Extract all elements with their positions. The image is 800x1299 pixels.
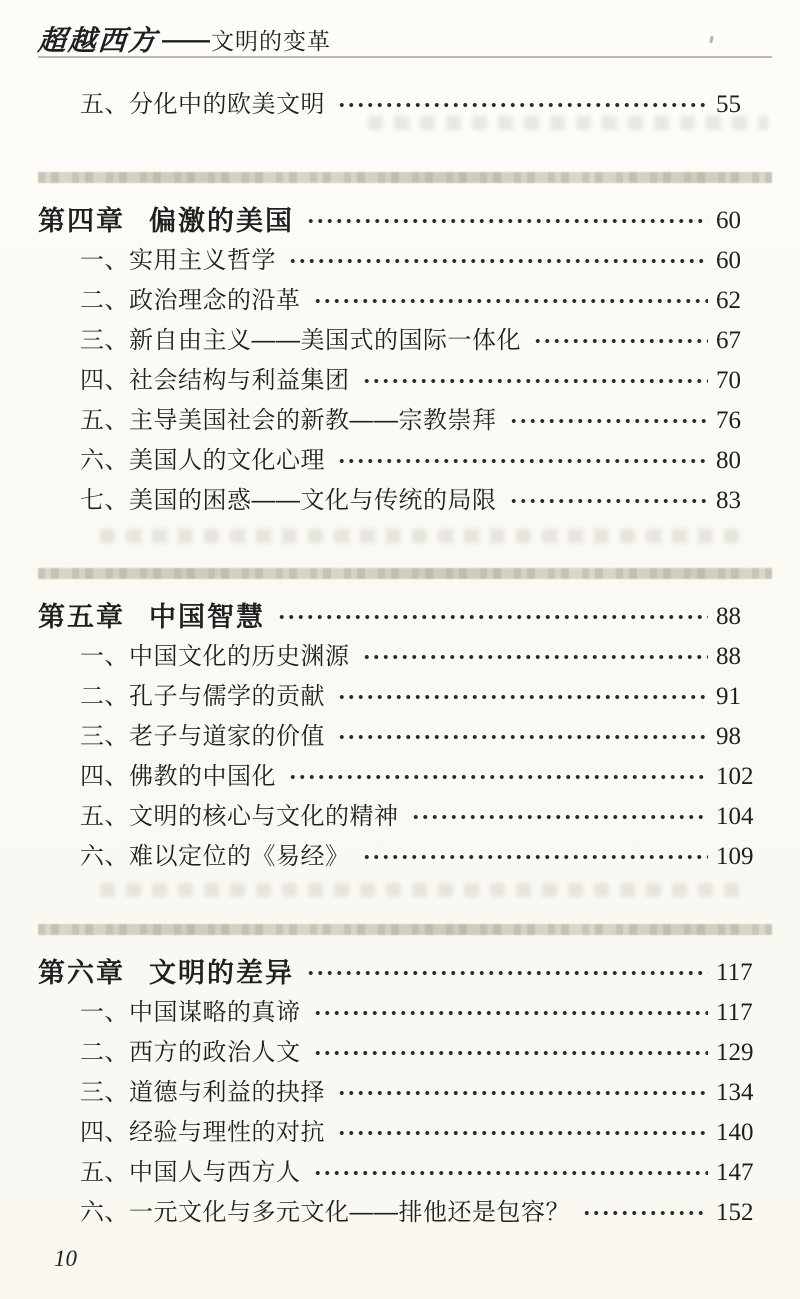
entry-label: 三、新自由主义——美国式的国际一体化 <box>80 327 521 354</box>
dot-leader <box>360 366 709 396</box>
section-divider-bar <box>38 172 772 183</box>
dot-leader <box>304 958 708 988</box>
entry-label: 七、美国的困惑——文化与传统的局限 <box>80 487 497 514</box>
dot-leader <box>335 722 708 752</box>
entry-page-number: 104 <box>716 803 754 830</box>
dot-leader <box>335 446 708 476</box>
chapter-number: 第六章 <box>38 958 125 988</box>
dot-leader <box>580 1198 708 1228</box>
section-divider-bar <box>38 924 772 935</box>
entry-page-number: 62 <box>716 287 741 314</box>
chapter-entry <box>38 602 772 632</box>
entry-page-number: 134 <box>716 1079 754 1106</box>
toc-entry <box>38 1118 772 1148</box>
chapter-name: 文明的差异 <box>149 958 294 988</box>
entry-label: 四、佛教的中国化 <box>80 763 276 790</box>
entry-page-number: 98 <box>716 723 741 750</box>
entry-page-number: 88 <box>716 643 741 670</box>
toc-entry <box>38 1078 772 1108</box>
toc-entry <box>38 486 772 516</box>
toc-entry <box>38 326 772 356</box>
dot-leader <box>311 998 709 1028</box>
entry-page-number: 83 <box>716 487 741 514</box>
toc-entry <box>38 406 772 436</box>
entry-label: 五、文明的核心与文化的精神 <box>80 803 399 830</box>
toc-entry <box>38 1198 772 1228</box>
dot-leader <box>531 326 708 356</box>
title-dash: —— <box>162 27 211 54</box>
dot-leader <box>335 90 708 120</box>
toc-entry <box>38 366 772 396</box>
chapter-number: 第四章 <box>38 206 125 236</box>
chapter-name: 中国智慧 <box>149 602 265 632</box>
dot-leader <box>360 842 709 872</box>
running-header <box>38 24 772 58</box>
entry-label: 一、实用主义哲学 <box>80 247 276 274</box>
entry-label: 四、社会结构与利益集团 <box>80 367 350 394</box>
toc-entry <box>38 642 772 672</box>
toc-entry <box>38 90 772 120</box>
entry-label: 六、一元文化与多元文化——排他还是包容？ <box>80 1199 570 1226</box>
book-subtitle: 文明的变革 <box>211 28 332 54</box>
toc-entry <box>38 682 772 712</box>
dot-leader <box>311 1038 709 1068</box>
entry-page-number: 117 <box>716 999 753 1026</box>
dot-leader <box>409 802 709 832</box>
toc-entry <box>38 446 772 476</box>
section-divider-bar <box>38 568 772 579</box>
entry-label: 一、中国文化的历史渊源 <box>80 643 350 670</box>
dot-leader <box>335 682 708 712</box>
toc-entry <box>38 722 772 752</box>
entry-page-number: 88 <box>716 603 741 630</box>
entry-page-number: 60 <box>716 207 741 234</box>
page-content <box>38 0 772 1238</box>
entry-label: 一、中国谋略的真谛 <box>80 999 301 1026</box>
chapter-number: 第五章 <box>38 602 125 632</box>
entry-page-number: 70 <box>716 367 741 394</box>
toc-entry <box>38 286 772 316</box>
dot-leader <box>275 602 708 632</box>
dot-leader <box>311 286 709 316</box>
entry-label: 二、政治理念的沿革 <box>80 287 301 314</box>
toc-entry <box>38 1158 772 1188</box>
entry-label: 三、道德与利益的抉择 <box>80 1079 325 1106</box>
entry-page-number: 60 <box>716 247 741 274</box>
entry-page-number: 55 <box>716 91 741 118</box>
book-title: 超越西方 <box>36 24 160 57</box>
entry-label: 四、经验与理性的对抗 <box>80 1119 325 1146</box>
dot-leader <box>335 1078 708 1108</box>
entry-label: 五、主导美国社会的新教——宗教崇拜 <box>80 407 497 434</box>
entry-page-number: 76 <box>716 407 741 434</box>
dot-leader <box>311 1158 709 1188</box>
entry-label: 二、西方的政治人文 <box>80 1039 301 1066</box>
dot-leader <box>507 486 709 516</box>
toc-entry <box>38 762 772 792</box>
entry-label: 五、中国人与西方人 <box>80 1159 301 1186</box>
entry-label: 三、老子与道家的价值 <box>80 723 325 750</box>
entry-page-number: 109 <box>716 843 754 870</box>
entry-page-number: 91 <box>716 683 741 710</box>
dot-leader <box>304 206 708 236</box>
entry-label: 六、美国人的文化心理 <box>80 447 325 474</box>
toc-entry <box>38 1038 772 1068</box>
chapter-entry <box>38 206 772 236</box>
entry-label: 二、孔子与儒学的贡献 <box>80 683 325 710</box>
entry-page-number: 129 <box>716 1039 754 1066</box>
chapter-name: 偏激的美国 <box>149 206 294 236</box>
dot-leader <box>286 762 708 792</box>
entry-page-number: 152 <box>716 1199 754 1226</box>
chapter-title <box>38 958 294 988</box>
entry-page-number: 80 <box>716 447 741 474</box>
entry-page-number: 67 <box>716 327 741 354</box>
dot-leader <box>360 642 709 672</box>
entry-page-number: 147 <box>716 1159 754 1186</box>
toc-entry <box>38 998 772 1028</box>
dot-leader <box>507 406 709 436</box>
toc-entry <box>38 246 772 276</box>
dot-leader <box>286 246 708 276</box>
entry-label: 五、分化中的欧美文明 <box>80 91 325 118</box>
entry-page-number: 117 <box>716 959 753 986</box>
entry-label: 六、难以定位的《易经》 <box>80 843 350 870</box>
entry-page-number: 102 <box>716 763 754 790</box>
toc-entry <box>38 842 772 872</box>
chapter-entry <box>38 958 772 988</box>
chapter-title <box>38 602 265 632</box>
toc-entry <box>38 802 772 832</box>
dot-leader <box>335 1118 708 1148</box>
entry-page-number: 140 <box>716 1119 754 1146</box>
folio-page-number: 10 <box>54 1246 77 1271</box>
chapter-title <box>38 206 294 236</box>
